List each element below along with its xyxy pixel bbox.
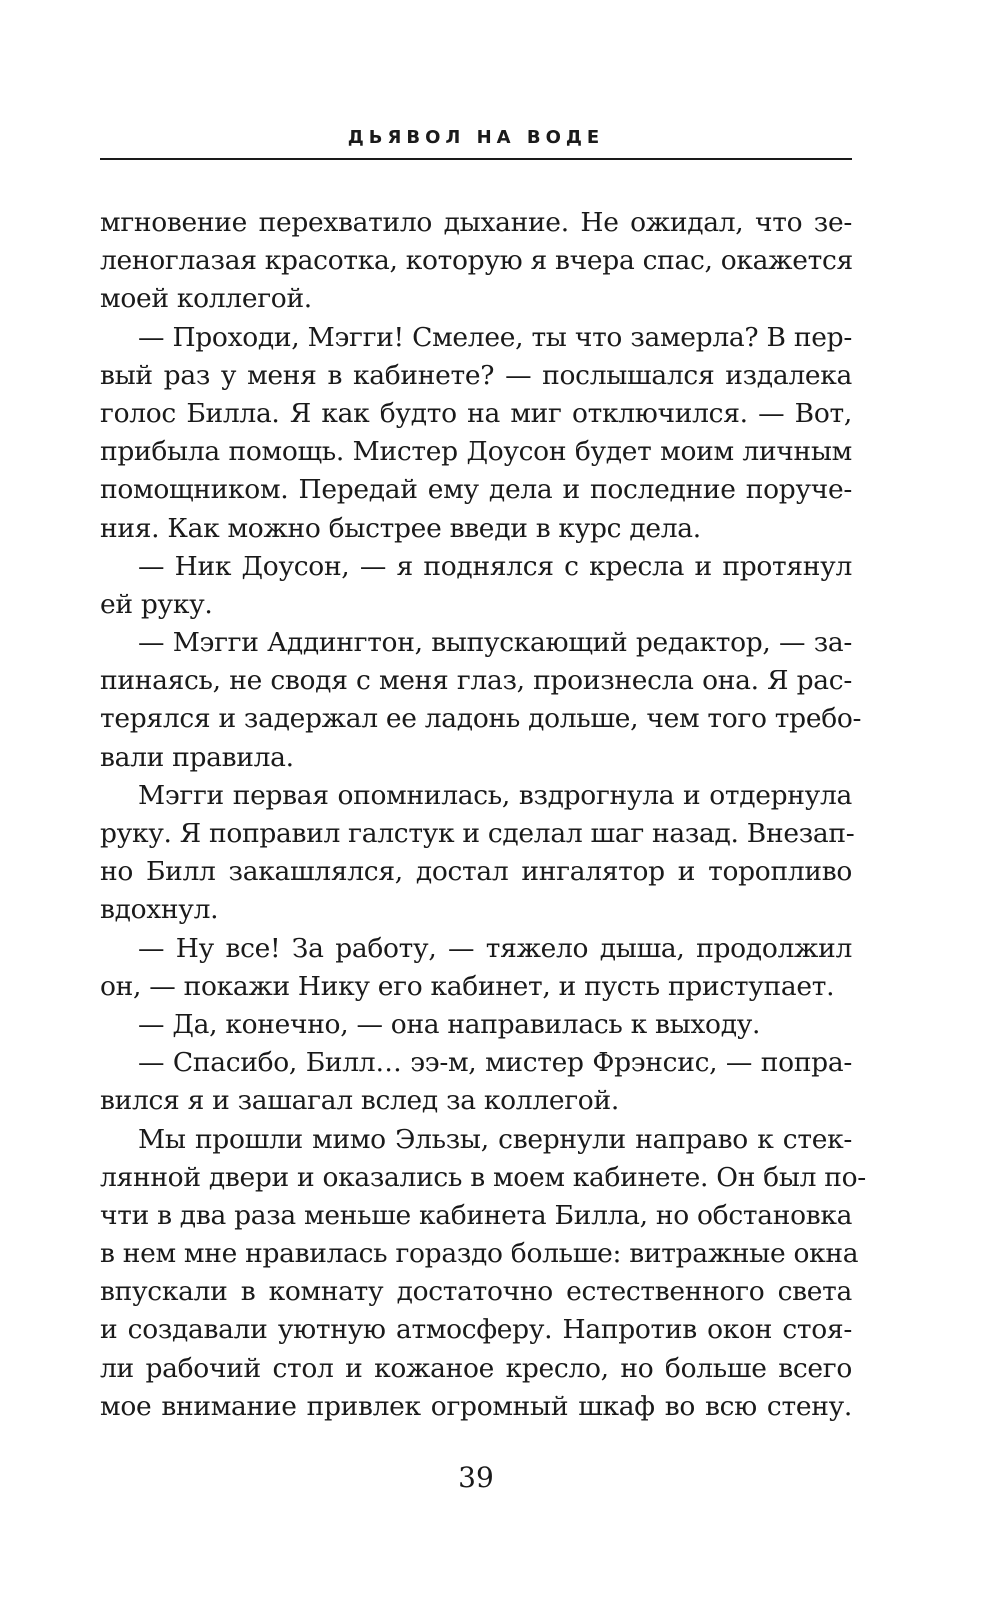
text-line: моей коллегой.	[100, 283, 312, 315]
text-line: в нем мне нравилась гораздо больше: витражные окна	[100, 1238, 859, 1270]
header-rule	[100, 158, 852, 160]
text-line: — Ну все! За работу, — тяжело дыша, продолжил	[138, 932, 852, 964]
text-line: впускали в комнату достаточно естественного света	[100, 1276, 852, 1308]
text-line: вый раз у меня в кабинете? — послышался издалека	[100, 359, 852, 391]
text-line: лянной двери и оказались в моем кабинете. Он был по-	[100, 1161, 866, 1193]
text-line: — Да, конечно, — она направилась к выходу.	[138, 1008, 761, 1040]
text-line: мое внимание привлек огромный шкаф во всю стену.	[100, 1390, 852, 1422]
page-number: 39	[458, 1461, 494, 1494]
text-line: прибыла помощь. Мистер Доусон будет моим личным	[100, 436, 852, 468]
text-line: но Билл закашлялся, достал ингалятор и торопливо	[100, 856, 852, 888]
text-line: Мы прошли мимо Эльзы, свернули направо к стек-	[138, 1123, 852, 1155]
running-header: ДЬЯВОЛ НА ВОДЕ	[347, 127, 605, 148]
text-line: ния. Как можно быстрее введи в курс дела.	[100, 512, 701, 544]
text-line: пинаясь, не сводя с меня глаз, произнесла она. Я рас-	[100, 665, 852, 697]
text-line: и создавали уютную атмосферу. Напротив окон стоя-	[100, 1314, 852, 1346]
text-line: руку. Я поправил галстук и сделал шаг назад. Внезап-	[100, 818, 855, 849]
text-line: — Ник Доусон, — я поднялся с кресла и протянул	[138, 550, 852, 582]
text-line: вился я и зашагал вслед за коллегой.	[100, 1085, 619, 1117]
text-line: мгновение перехватило дыхание. Не ожидал, что зе-	[100, 207, 852, 238]
text-line: вдохнул.	[100, 894, 219, 926]
body-text	[100, 204, 866, 1426]
text-line: вали правила.	[100, 741, 294, 773]
text-line: — Мэгги Аддингтон, выпускающий редактор, — за-	[138, 627, 852, 659]
text-line: ленoглазая красотка, которую я вчера спас, окажется	[100, 245, 853, 277]
text-line: терялся и задержал ее ладонь дольше, чем того требо-	[100, 703, 862, 735]
text-line: помощником. Передай ему дела и последние поруче-	[100, 474, 852, 506]
text-line: он, — покажи Нику его кабинет, и пусть приступает.	[100, 970, 835, 1002]
text-line: — Проходи, Мэгги! Смелее, ты что замерла? В пер-	[138, 321, 852, 353]
text-line: голос Билла. Я как будто на миг отключился. — Вот,	[100, 397, 852, 429]
text-line: ли рабочий стол и кожаное кресло, но больше всего	[100, 1352, 852, 1384]
text-line: ей руку.	[100, 588, 213, 620]
text-line: Мэгги первая опомнилась, вздрогнула и отдернула	[138, 779, 852, 811]
text-line: — Спасибо, Билл… ээ-м, мистер Фрэнсис, — попра-	[138, 1047, 852, 1079]
text-line: чти в два раза меньше кабинета Билла, но обстановка	[100, 1199, 853, 1231]
